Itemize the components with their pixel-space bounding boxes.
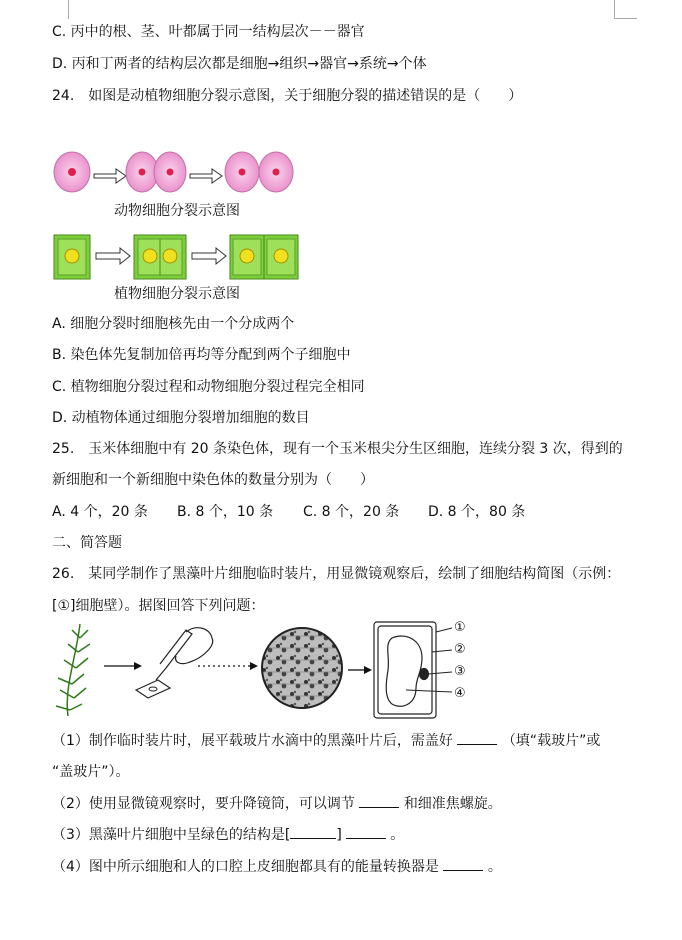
q25-option-b: B. 8 个，10 条 xyxy=(177,504,274,520)
sub-question-1-cont: “盖玻片”）。 xyxy=(52,764,130,780)
plant-nucleus-2a xyxy=(143,249,157,263)
answer-blank-4[interactable] xyxy=(443,856,483,871)
arrow-icon xyxy=(134,662,142,670)
plant-caption: 植物细胞分裂示意图 xyxy=(114,286,240,302)
animal-cell-division-figure xyxy=(50,148,300,196)
microscope-view xyxy=(262,628,342,708)
cell-label-4: ④ xyxy=(454,686,466,701)
sub2-text-a: （2）使用显微镜观察时，要升降镜筒，可以调节 xyxy=(52,796,355,812)
section-heading: 二、简答题 xyxy=(52,535,122,551)
question-25-line1: 25. 玉米体细胞中有 20 条染色体，现有一个玉米根尖分生区细胞，连续分裂 3 次，得到的 xyxy=(52,441,623,457)
animal-nucleus-2a xyxy=(139,169,146,176)
arrow-icon xyxy=(190,169,222,183)
sub4-text-b: 。 xyxy=(487,859,502,875)
sub2-text-b: 和细准焦螺旋。 xyxy=(403,796,502,812)
animal-caption: 动物细胞分裂示意图 xyxy=(114,203,240,219)
hand-tweezers-icon xyxy=(130,618,213,680)
q25-option-c: C. 8 个，20 条 xyxy=(303,504,400,520)
sub-question-2 xyxy=(52,793,502,814)
cell-nucleus xyxy=(420,669,429,680)
animal-nucleus-3a xyxy=(239,169,246,176)
animal-nucleus-3b xyxy=(273,169,280,176)
sub4-text-a: （4）图中所示细胞和人的口腔上皮细胞都具有的能量转换器是 xyxy=(52,859,439,875)
elodea-plant-icon xyxy=(56,624,90,716)
sub3-text-b: ] xyxy=(336,827,342,843)
plant-nucleus-3a xyxy=(240,249,254,263)
sub-question-4 xyxy=(52,856,502,877)
sub1-text-a: （1）制作临时装片时，展平载玻片水滴中的黑藻叶片后，需盖好 xyxy=(52,733,453,749)
question-26-line2: [①]细胞壁）。据图回答下列问题： xyxy=(52,598,265,614)
crop-mark-right xyxy=(614,0,637,19)
answer-blank-3a[interactable] xyxy=(290,824,336,839)
arrow-icon xyxy=(94,169,126,183)
cell-label-1: ① xyxy=(454,620,466,635)
animal-nucleus-1 xyxy=(68,168,76,176)
arrow-icon xyxy=(250,662,258,670)
q25-option-a: A. 4 个，20 条 xyxy=(52,504,148,520)
option-c-prev: C. 丙中的根、茎、叶都属于同一结构层次－－器官 xyxy=(52,24,365,40)
question-24: 24. 如图是动植物细胞分裂示意图，关于细胞分裂的描述错误的是（ ） xyxy=(52,88,523,104)
q24-option-a: A. 细胞分裂时细胞核先由一个分成两个 xyxy=(52,316,295,332)
cell-label-2: ② xyxy=(454,642,466,657)
elodea-figure xyxy=(50,618,490,722)
sub-question-3 xyxy=(52,824,404,845)
sub3-text-c: 。 xyxy=(390,827,405,843)
question-26-line1: 26. 某同学制作了黑藻叶片细胞临时装片，用显微镜观察后，绘制了细胞结构简图（示例： xyxy=(52,566,621,582)
answer-blank-3b[interactable] xyxy=(346,824,386,839)
arrow-icon xyxy=(364,666,372,674)
q25-option-d: D. 8 个，80 条 xyxy=(428,504,526,520)
arrow-icon xyxy=(96,248,130,264)
arrow-icon xyxy=(192,248,226,264)
question-25-line2: 新细胞和一个新细胞中染色体的数量分别为（ ） xyxy=(52,472,374,488)
q24-option-c: C. 植物细胞分裂过程和动物细胞分裂过程完全相同 xyxy=(52,379,365,395)
plant-nucleus-1 xyxy=(65,249,79,263)
cell-diagram xyxy=(374,622,436,718)
cell-label-3: ③ xyxy=(454,664,466,679)
q24-option-b: B. 染色体先复制加倍再均等分配到两个子细胞中 xyxy=(52,347,351,363)
sub3-text-a: （3）黑藻叶片细胞中呈绿色的结构是[ xyxy=(52,827,291,843)
crop-mark-left xyxy=(68,0,69,19)
plant-cell-division-figure xyxy=(50,232,300,282)
sub1-text-b: （填“载玻片”或 xyxy=(501,733,601,749)
animal-nucleus-2b xyxy=(167,169,174,176)
q24-option-d: D. 动植物体通过细胞分裂增加细胞的数目 xyxy=(52,410,310,426)
answer-blank-2[interactable] xyxy=(359,793,399,808)
plant-nucleus-2b xyxy=(163,249,177,263)
sub-question-1 xyxy=(52,730,600,751)
plant-nucleus-3b xyxy=(274,249,288,263)
option-d-prev: D. 丙和丁两者的结构层次都是细胞→组织→器官→系统→个体 xyxy=(52,56,427,72)
glass-slide-icon xyxy=(136,680,170,698)
answer-blank-1[interactable] xyxy=(457,730,497,745)
